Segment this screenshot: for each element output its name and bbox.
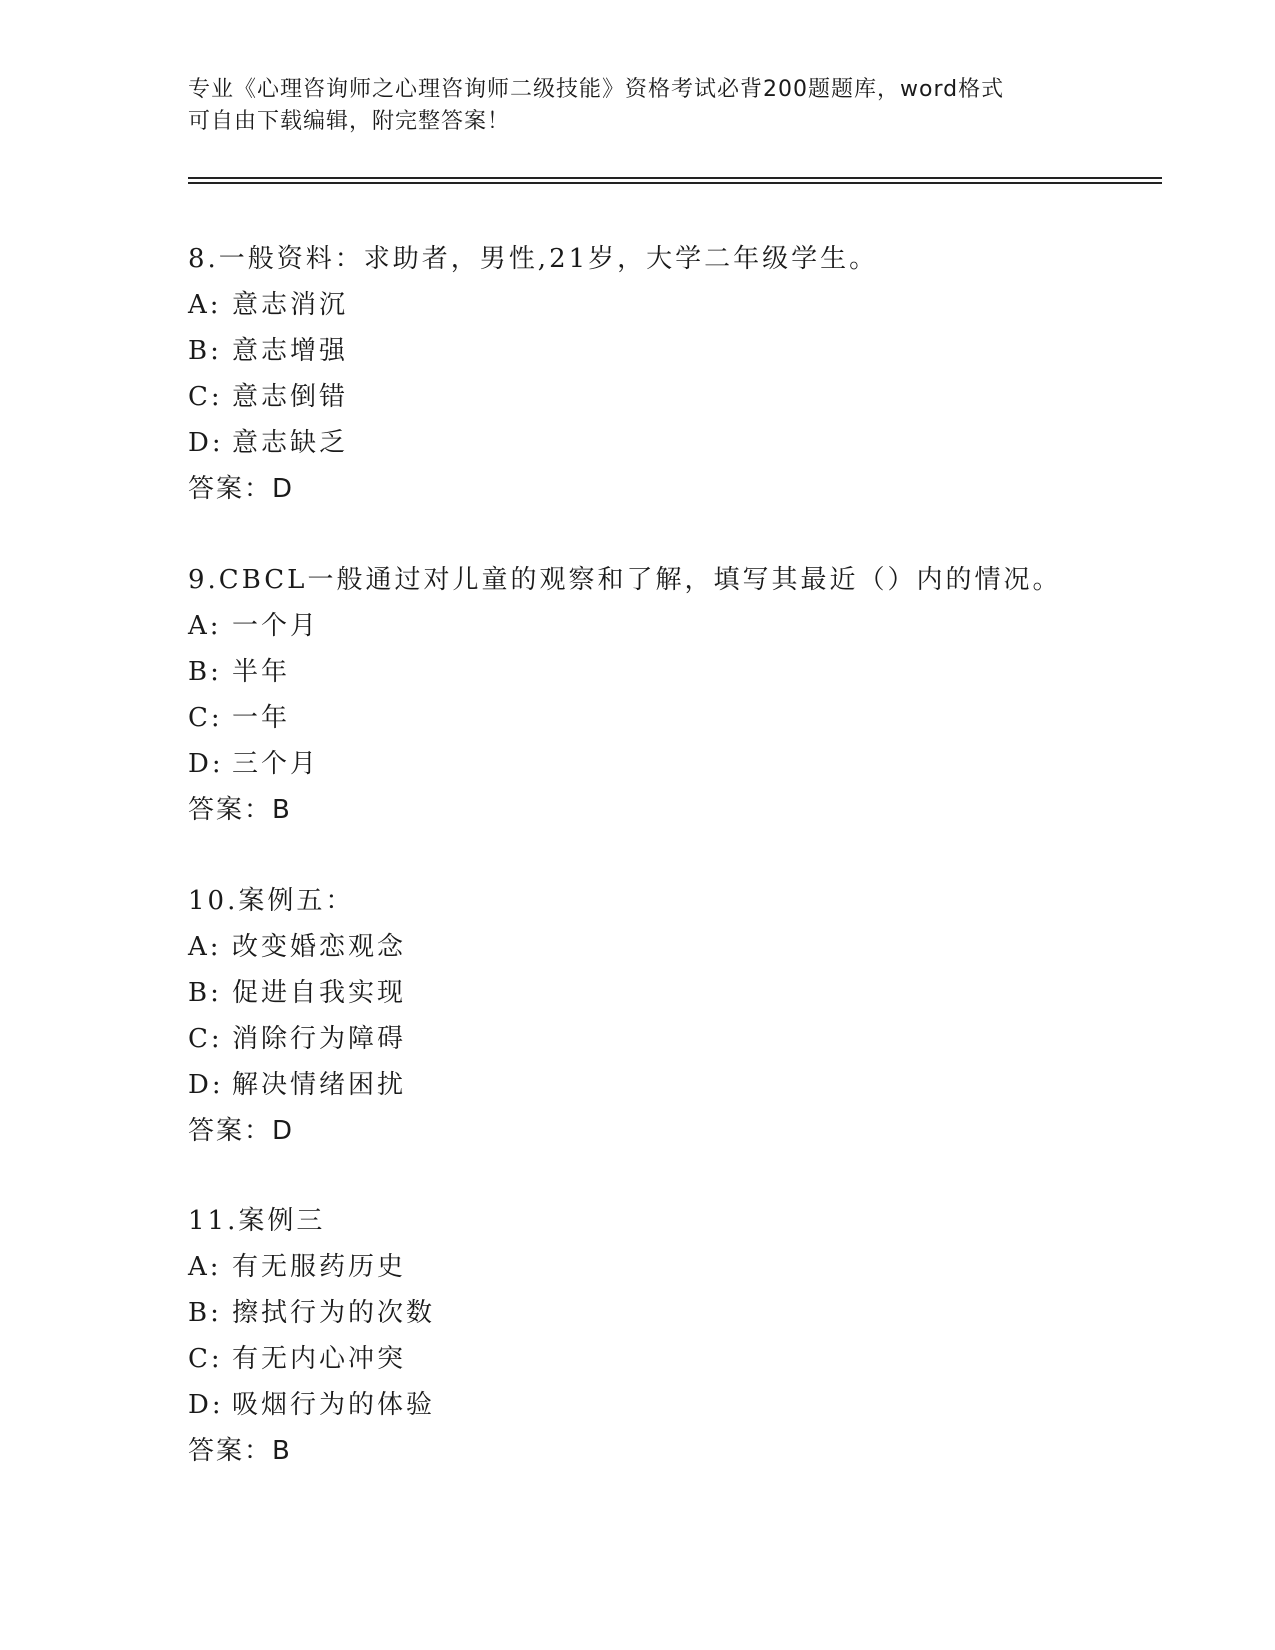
question-stem: 10.案例五： xyxy=(188,886,355,916)
option-c xyxy=(188,374,1188,420)
option-text: 改变婚恋观念 xyxy=(232,932,407,962)
answer-line: 答案：D xyxy=(188,1116,295,1146)
header-divider-bottom xyxy=(188,182,1162,184)
answer-line: 答案：B xyxy=(188,1436,292,1466)
question-stem: 8.一般资料：求助者，男性,21岁，大学二年级学生。 xyxy=(188,244,879,274)
option-c xyxy=(188,1016,1188,1062)
option-a xyxy=(188,924,1188,970)
option-text: 有无服药历史 xyxy=(232,1252,407,1282)
option-a xyxy=(188,603,1188,649)
header-title-line-2: 可自由下载编辑，附完整答案！ xyxy=(188,109,511,134)
answer-line: 答案：D xyxy=(188,474,295,504)
option-text: 三个月 xyxy=(232,749,320,779)
option-key: D: xyxy=(188,428,224,458)
option-key: C: xyxy=(188,382,223,412)
option-b xyxy=(188,649,1188,695)
option-b xyxy=(188,1290,1188,1336)
option-text: 意志倒错 xyxy=(232,382,349,412)
document-header xyxy=(188,74,1088,138)
option-key: B: xyxy=(188,978,222,1008)
option-text: 消除行为障碍 xyxy=(232,1024,407,1054)
option-d xyxy=(188,1382,1188,1428)
option-text: 擦拭行为的次数 xyxy=(232,1298,436,1328)
option-text: 促进自我实现 xyxy=(232,978,407,1008)
option-key: A: xyxy=(188,290,222,320)
option-key: B: xyxy=(188,657,222,687)
option-b xyxy=(188,328,1188,374)
option-a xyxy=(188,282,1188,328)
option-key: D: xyxy=(188,1070,224,1100)
option-c xyxy=(188,695,1188,741)
option-text: 一年 xyxy=(232,703,291,733)
question-block xyxy=(188,557,1188,833)
option-text: 半年 xyxy=(232,657,291,687)
option-key: D: xyxy=(188,1390,224,1420)
option-d xyxy=(188,420,1188,466)
option-text: 意志消沉 xyxy=(232,290,349,320)
question-stem: 9.CBCL一般通过对儿童的观察和了解，填写其最近（）内的情况。 xyxy=(188,565,1062,595)
option-d xyxy=(188,1062,1188,1108)
option-key: C: xyxy=(188,703,223,733)
option-key: C: xyxy=(188,1344,223,1374)
option-key: D: xyxy=(188,749,224,779)
question-block xyxy=(188,878,1188,1154)
answer-line: 答案：B xyxy=(188,795,292,825)
option-text: 意志缺乏 xyxy=(232,428,349,458)
header-divider-top xyxy=(188,177,1162,179)
option-b xyxy=(188,970,1188,1016)
question-block xyxy=(188,236,1188,512)
option-key: A: xyxy=(188,932,222,962)
option-c xyxy=(188,1336,1188,1382)
option-key: A: xyxy=(188,611,222,641)
question-block xyxy=(188,1198,1188,1474)
option-text: 吸烟行为的体验 xyxy=(232,1390,436,1420)
option-key: B: xyxy=(188,336,222,366)
header-title-line-1: 专业《心理咨询师之心理咨询师二级技能》资格考试必背200题题库，word格式 xyxy=(188,77,1005,102)
option-key: C: xyxy=(188,1024,223,1054)
option-text: 意志增强 xyxy=(232,336,349,366)
question-stem: 11.案例三 xyxy=(188,1206,326,1236)
option-a xyxy=(188,1244,1188,1290)
option-key: A: xyxy=(188,1252,222,1282)
option-text: 一个月 xyxy=(232,611,320,641)
option-d xyxy=(188,741,1188,787)
option-key: B: xyxy=(188,1298,222,1328)
option-text: 解决情绪困扰 xyxy=(232,1070,407,1100)
option-text: 有无内心冲突 xyxy=(232,1344,407,1374)
